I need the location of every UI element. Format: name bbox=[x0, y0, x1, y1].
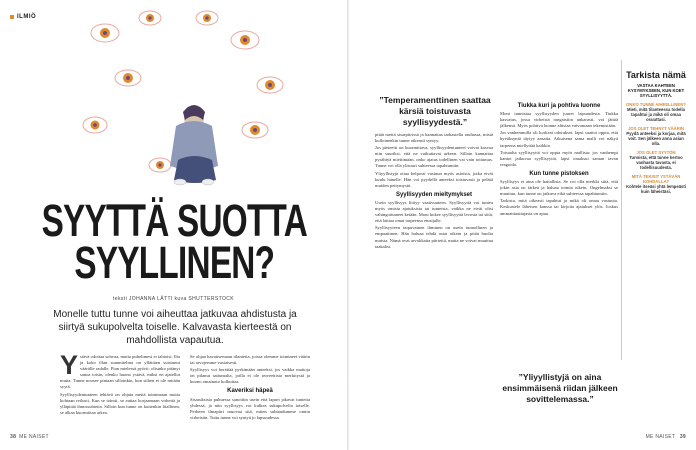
body-column-2 bbox=[190, 354, 310, 429]
byline: teksti JOHANNA LÄTTI kuva SHUTTERSTOCK bbox=[113, 296, 234, 302]
sidebar-answer: Pyydä anteeksi ja korjaa, mitä voit. Sen jälkeen anna asian olla. bbox=[626, 131, 686, 146]
page-number: 39 bbox=[679, 434, 686, 440]
sidebar-question: JOS OLET TEHNYT VÄÄRIN bbox=[628, 126, 684, 131]
sidebar-answer: Kohtele itseäsi yhtä lempeästi kuin läheistäsi. bbox=[626, 184, 686, 194]
body-column-4 bbox=[500, 100, 618, 362]
subheading: Tiukka kuri ja pohtiva luonne bbox=[517, 103, 601, 109]
page-number-right bbox=[646, 434, 686, 440]
sidebar-divider bbox=[621, 60, 622, 360]
subheading: Kun tunne pistoksen bbox=[529, 170, 589, 177]
paragraph: Tarkista, mitä oikeasti tapahtui ja mikä oli omaa vastuuta. Keskustele läheisen kanssa tai kirjoita ajatukset ylös. Joskus ammattiauttajasta on apua. bbox=[500, 198, 618, 216]
headline-line-2: SYYLLINEN? bbox=[74, 237, 275, 288]
sidebar-box bbox=[626, 70, 686, 194]
body-column-1 bbox=[60, 354, 180, 429]
page-number-left bbox=[10, 434, 49, 440]
headline bbox=[30, 195, 319, 288]
body-column-3 bbox=[375, 132, 493, 424]
page-gutter bbox=[347, 0, 349, 450]
paragraph: pitää meitä sisarpiirissä ja kannattaa tarkastella rauhassa, mistä kulloinenkin tunne oikeasti syntyy. bbox=[375, 132, 493, 144]
sidebar-question: ONKO TUNNE AIHEELLINEN? bbox=[626, 102, 686, 107]
pull-quote-2: ”Yliyyllistyjä on aina ensimmäisenä riidan jälkeen sovittelemassa.” bbox=[502, 372, 618, 404]
paragraph: Syyllisyys voi herättää pyrkimään anteeksi, jos vaikka mattoja on pilanut sattumalta, joilla ei ole teoreettista merkitystä ja huono omatunto kolkuttaa. bbox=[190, 367, 310, 385]
eyes-illustration bbox=[0, 0, 347, 200]
sidebar-answer: Mieti, mitä tilanteessa todella tapahtui ja mikä oli omaa osuuttasi. bbox=[627, 107, 685, 122]
paragraph: Jos pieteetti on kuormittava, syyllisyydentunteet voivat kasvaa niin suuriksi, että ne vaikuttavat arkeen. Silloin kannattaa pysähtyä miettimään, onko ajatus todellinen vai vain tottumus. Tunne voi olla ylisuuri suhteessa tapahtumiin. bbox=[375, 145, 493, 169]
headline-line-1: SYYTTÄ SUOTTA bbox=[41, 195, 308, 246]
paragraph: Usein syyllisyys liittyy vaativuuteen. Syyllisyyttä voi tuntea myös omista ajatuksista tai tunteista, vaikka ne eivät olisi vahingoittaneet ketään. Moni kokee syyllisyyttä levosta tai siitä, että laittaa omat tarpeensa etusijalle. bbox=[375, 199, 493, 224]
sidebar-answer: Tunnista, että tunne kertoo vanhasta tavasta, ei todellisuudesta. bbox=[629, 155, 683, 170]
paragraph: Moni tunnistaa syyllisyyden juuret lapsuudesta. Tiukka kasvatus, jossa virheistä rangaistiin ankarasti, voi jättää jälkensä. Myös pohtiva luonne altistaa vatvomaan tekemisiään. bbox=[500, 111, 618, 129]
drop-cap: Y bbox=[60, 354, 79, 380]
paragraph: Syyllisyyteen taipuvainen ihminen on usein tunnollinen ja empaattinen. Hän haluaa tehdä asiat oikein ja pitää huolta muista. Nämä ovat arvokkaita piirteitä, mutta ne voivat muuttua taakaksi. bbox=[375, 225, 493, 249]
pull-quote-1: ”Temperamenttinen saattaa kärsiä toistuvasta syyllisyydestä.” bbox=[379, 95, 491, 127]
paragraph: Toisaalta syyllisyyttä voi oppia myös mallista: jos vanhempi kantoi jatkuvaa syyllisyyttä, lapsi omaksui saman tavan reagoida. bbox=[500, 149, 618, 167]
sitting-figure bbox=[170, 105, 218, 185]
sidebar-question: JOS OLET SYYTÖN bbox=[636, 150, 676, 155]
paragraph: stävä odottaa sohvaa, mutta puhelimesi ei tahtoisi. Ilta ja koko illan suunnitelma on yllättäen suistunut väärälle radalle. Pian mielessä pyörii: olisinko pitänyt sanoa toisin, olenko huono ystävä, miksi en ajatellut muita. Tunne nousee pintaan silloinkin, kun siihen ei ole mitään syytä. bbox=[60, 354, 180, 390]
paragraph: Syyllisyys ei aina ole haitallista. Se voi olla merkki siitä, että jokin asia on tärkeä ja haluaa toimia oikein. Ongelmaksi se muuttuu, kun tunne on jatkuva eikä suhteessa tapahtumiin. bbox=[500, 179, 618, 197]
magazine-name: ME NAISET bbox=[19, 434, 49, 440]
page-number: 38 bbox=[10, 434, 17, 440]
paragraph: Jos vanhemmilla oli korkeat odotukset, lapsi saattoi oppia, että hyväksyntä täytyy ansaita. Aikuisena sama malli voi näkyä tarpeena miellyttää kaikkia. bbox=[500, 130, 618, 148]
sidebar-title: Tarkista nämä bbox=[626, 70, 686, 80]
paragraph: Sisaruksista puhuessa sanottiin usein että lapset jakavat tunteita yhdessä, ja niin syyllisyys voi kulkea sukupolvelta toiselle. Perheen ilmapiiri muovaa sitä, miten suhtaudumme omiin virheisiin. Tuttu tunne voi syntyä jo lapsuudessa. bbox=[190, 396, 310, 420]
paragraph: Yliyyllistyjä ottaa helposti vastuun myös asioista, jotka eivät kuulu hänelle. Hän voi pyydellä anteeksi toistuvasti ja pelätä muiden pettymystä. bbox=[375, 170, 493, 188]
subheading: Syyllisyyden mieltymykset bbox=[395, 191, 473, 198]
paragraph: Se ohjaa havaitsemaan tilanteita, joissa olemme toimineet väärin tai arvojemme vastaisesti. bbox=[190, 354, 310, 366]
sidebar-question: MITÄ TEKISIT YSTÄVÄN KOHDALLA? bbox=[631, 174, 681, 184]
section-label-text: ILMIÖ bbox=[17, 14, 37, 20]
lead-paragraph: Monelle tuttu tunne voi aiheuttaa jatkuvaa ahdistusta ja siirtyä sukupolvelta toiselle. Kalvavasta kierteestä on mahdollista vapautua. bbox=[53, 309, 297, 346]
sidebar-intro: VASTAA KAHTEEN KYSYMYKSEEN, KUN KOET SYYLLISYYTTÄ. bbox=[627, 83, 685, 98]
magazine-name: ME NAISET bbox=[645, 434, 676, 440]
subheading: Kaveriksi häpeä bbox=[227, 388, 273, 395]
paragraph: Syyllisyydentunteen tehtävä on ohjata meitä toimimaan muita kohtaan reilusti. Kun se toimii, se auttaa korjaamaan virheitä ja ylläpitää ihmissuhteita. Silloin kun tunne on kuitenkin liiallinen, se alkaa kuormittaa arkea. bbox=[60, 391, 180, 415]
